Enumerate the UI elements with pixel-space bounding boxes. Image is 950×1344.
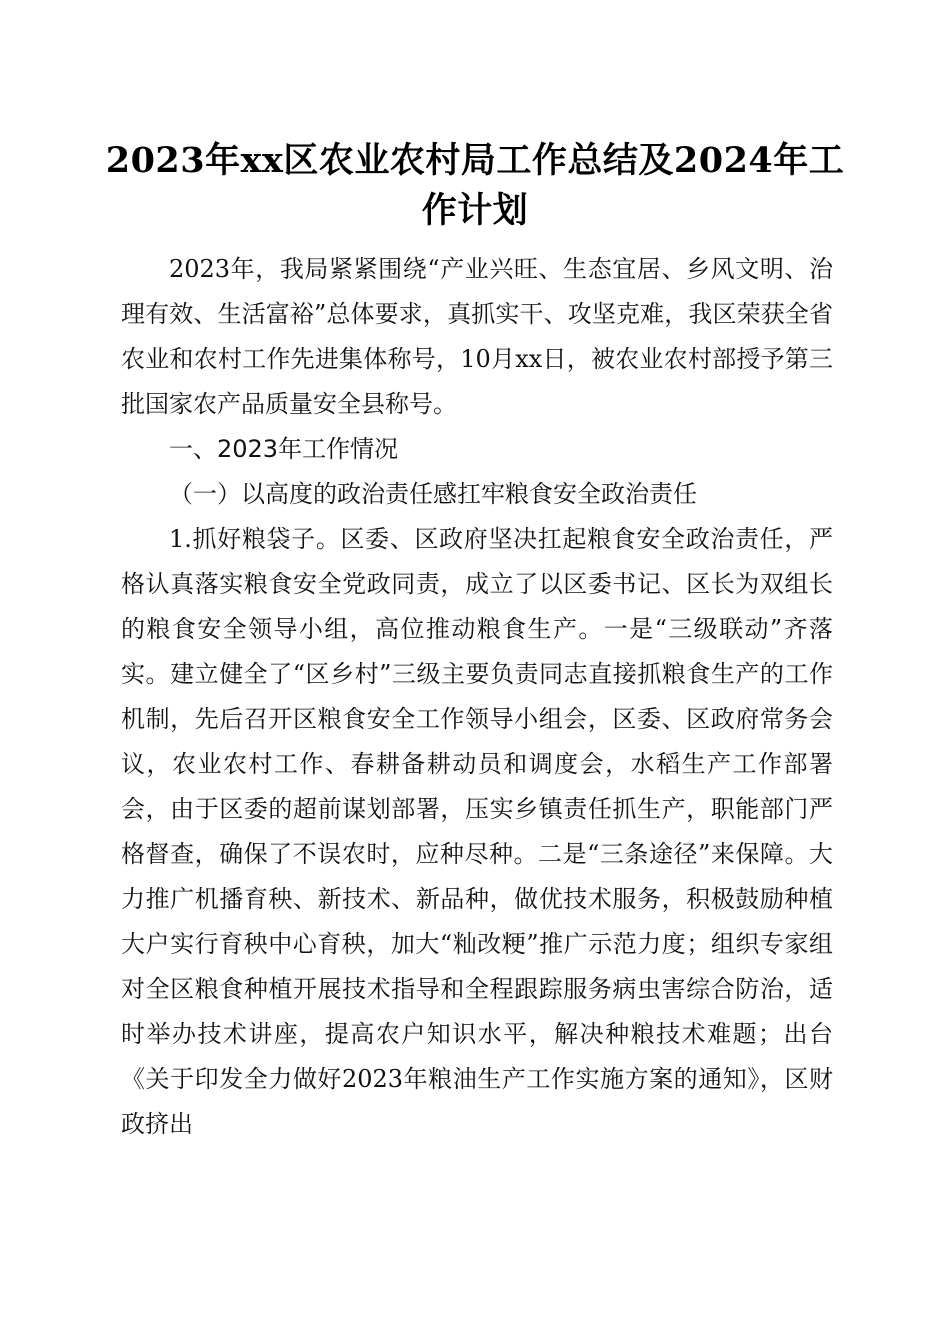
- section-heading: 一、2023年工作情况: [169, 435, 399, 463]
- intro-paragraph: 2023年，我局紧紧围绕“产业兴旺、生态宜居、乡风文明、治理有效、生活富裕”总体要求，真抓实干、攻坚克难，我区荣获全省农业和农村工作先进集体称号，10月xx日，被农业农村部授予第三批国家农产品质量安全县称号。: [121, 255, 833, 418]
- document-title: 2023年xx区农业农村局工作总结及2024年工作计划: [105, 140, 845, 231]
- document-body: [121, 247, 833, 1147]
- body-paragraph: 1.抓好粮袋子。区委、区政府坚决扛起粮食安全政治责任，严格认真落实粮食安全党政同责，成立了以区委书记、区长为双组长的粮食安全领导小组，高位推动粮食生产。一是“三级联动”齐落实。建立健全了“区乡村”三级主要负责同志直接抓粮食生产的工作机制，先后召开区粮食安全工作领导小组会，区委、区政府常务会议，农业农村工作、春耕备耕动员和调度会，水稻生产工作部署会，由于区委的超前谋划部署，压实乡镇责任抓生产，职能部门严格督查，确保了不误农时，应种尽种。二是“三条途径”来保障。大力推广机播育秧、新技术、新品种，做优技术服务，积极鼓励种植大户实行育秧中心育秧，加大“籼改粳”推广示范力度；组织专家组对全区粮食种植开展技术指导和全程跟踪服务病虫害综合防治，适时举办技术讲座，提高农户知识水平，解决种粮技术难题；出台《关于印发全力做好2023年粮油生产工作实施方案的通知》，区财政挤出: [121, 525, 833, 1138]
- subsection-heading: （一）以高度的政治责任感扛牢粮食安全政治责任: [169, 480, 697, 508]
